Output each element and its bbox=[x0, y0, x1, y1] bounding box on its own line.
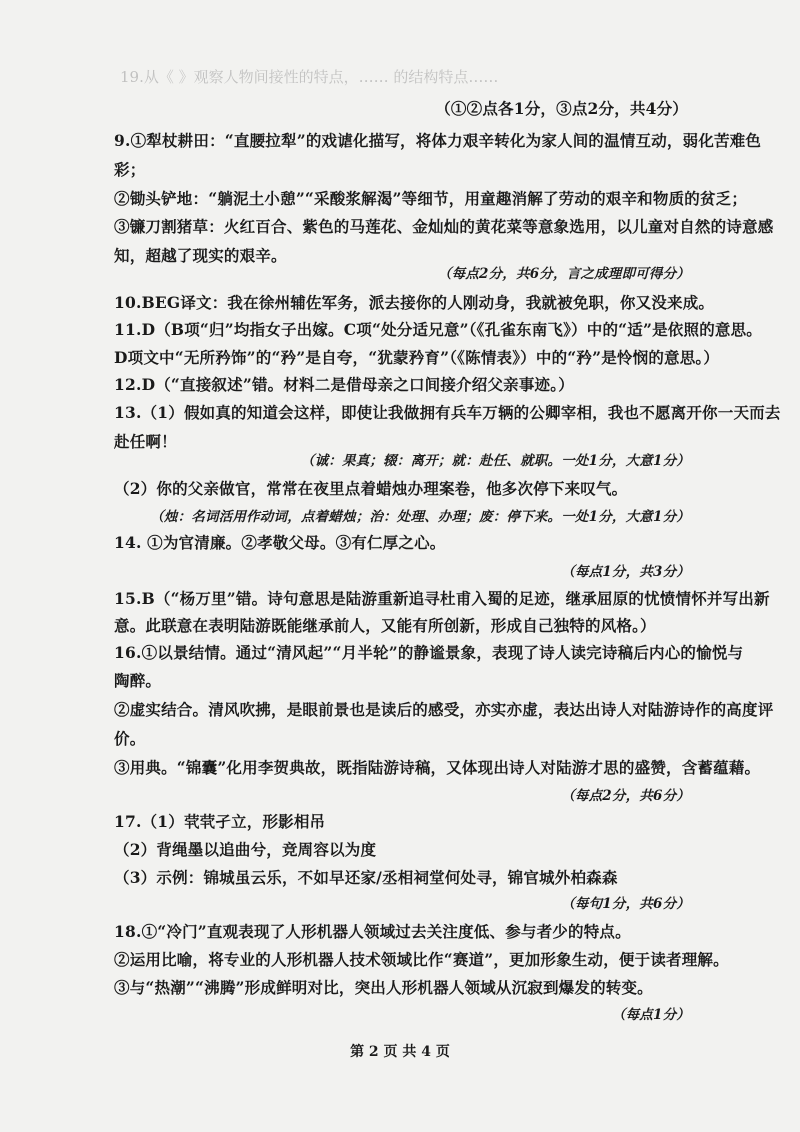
q17-line-3: （3）示例：锦城虽云乐，不如早还家/丞相祠堂何处寻，锦官城外柏森森 bbox=[114, 868, 618, 887]
q16-line-4: 价。 bbox=[114, 729, 146, 748]
q14-score-note: （每点1分，共3分） bbox=[561, 564, 690, 580]
q13-line-2: 赴任啊！ bbox=[114, 432, 177, 451]
q9-score-note: （每点2分，共6分，言之成理即可得分） bbox=[437, 266, 690, 282]
q16-line-2: 陶醉。 bbox=[114, 671, 162, 690]
q9-line-4: ③镰刀割猪草：火红百合、紫色的马莲花、金灿灿的黄花菜等意象选用，以儿童对自然的诗意感 bbox=[114, 217, 774, 236]
q13-score-note-1: （诚：果真；辍：离开；就：赴任、就职。一处1分，大意1分） bbox=[300, 453, 690, 469]
q16-line-1: 16.①以景结情。通过“清风起”“月半轮”的静谧景象，表现了诗人读完诗稿后内心的愉悦与 bbox=[114, 643, 744, 662]
q13-score-note-2: （烛：名词活用作动词，点着蜡烛；治：处理、办理；废：停下来。一处1分，大意1分） bbox=[150, 509, 690, 525]
q17-line-1: 17.（1）茕茕孑立，形影相吊 bbox=[114, 812, 326, 831]
q11-line-2: D项文中“无所矜饰”的“矜”是自夸，“犹蒙矜育”（《陈情表》）中的“矜”是怜悯的意思。） bbox=[114, 348, 720, 367]
q9-line-2: 彩； bbox=[114, 160, 146, 179]
q18-line-1: 18.①“冷门”直观表现了人形机器人领域过去关注度低、参与者少的特点。 bbox=[114, 922, 631, 941]
q13-line-1: 13.（1）假如真的知道会这样，即使让我做拥有兵车万辆的公卿宰相，我也不愿离开你一天而去 bbox=[114, 403, 781, 422]
q10-answer: 10.BEG译文：我在徐州辅佐军务，派去接你的人刚动身，我就被免职，你又没来成。 bbox=[114, 293, 715, 312]
q9-line-3: ②锄头铲地：“躺泥土小憩”“采酸浆解渴”等细节，用童趣消解了劳动的艰辛和物质的贫乏； bbox=[114, 189, 748, 208]
q16-line-3: ②虚实结合。清风吹拂，是眼前景也是读后的感受，亦实亦虚，表达出诗人对陆游诗作的高度评 bbox=[114, 700, 774, 719]
q16-line-5: ③用典。“锦囊”化用李贺典故，既指陆游诗稿，又体现出诗人对陆游才思的盛赞，含蓄蕴藉。 bbox=[114, 758, 761, 777]
q18-line-2: ②运用比喻，将专业的人形机器人技术领域比作“赛道”，更加形象生动，便于读者理解。 bbox=[114, 950, 729, 969]
page-number: 第 2 页 共 4 页 bbox=[350, 1044, 450, 1060]
q12-answer: 12.D（“直接叙述”错。材料二是借母亲之口间接介绍父亲事迹。） bbox=[114, 375, 574, 394]
header-ghost-text: 19.从《 》观察人物间接性的特点，…… 的结构特点…… bbox=[120, 68, 499, 86]
q17-score-note: （每句1分，共6分） bbox=[561, 896, 690, 912]
q9-line-1: 9.①犁杖耕田：“直腰拉犁”的戏谑化描写，将体力艰辛转化为家人间的温情互动，弱化苦难色 bbox=[114, 131, 762, 150]
q18-score-note: （每点1分） bbox=[611, 1007, 690, 1023]
q17-line-2: （2）背绳墨以追曲兮，竞周容以为度 bbox=[114, 840, 377, 859]
q8-score-note: （①②点各1分，③点2分，共4分） bbox=[435, 99, 688, 118]
q9-line-5: 知，超越了现实的艰辛。 bbox=[114, 246, 287, 265]
q15-line-2: 意。此联意在表明陆游既能继承前人，又能有所创新，形成自己独特的风格。） bbox=[114, 616, 656, 635]
q15-line-1: 15.B（“杨万里”错。诗句意思是陆游重新追寻杜甫入蜀的足迹，继承屈原的忧愤情怀并写出新 bbox=[114, 589, 770, 608]
q13-line-3: （2）你的父亲做官，常常在夜里点着蜡烛办理案卷，他多次停下来叹气。 bbox=[114, 479, 628, 498]
q14-answer: 14. ①为官清廉。②孝敬父母。③有仁厚之心。 bbox=[114, 533, 446, 552]
q18-line-3: ③与“热潮”“沸腾”形成鲜明对比，突出人形机器人领域从沉寂到爆发的转变。 bbox=[114, 978, 653, 997]
q11-line-1: 11.D（B项“归”均指女子出嫁。C项“处分适兄意”（《孔雀东南飞》）中的“适”是依照的意思。 bbox=[114, 320, 762, 339]
q16-score-note: （每点2分，共6分） bbox=[561, 788, 690, 804]
